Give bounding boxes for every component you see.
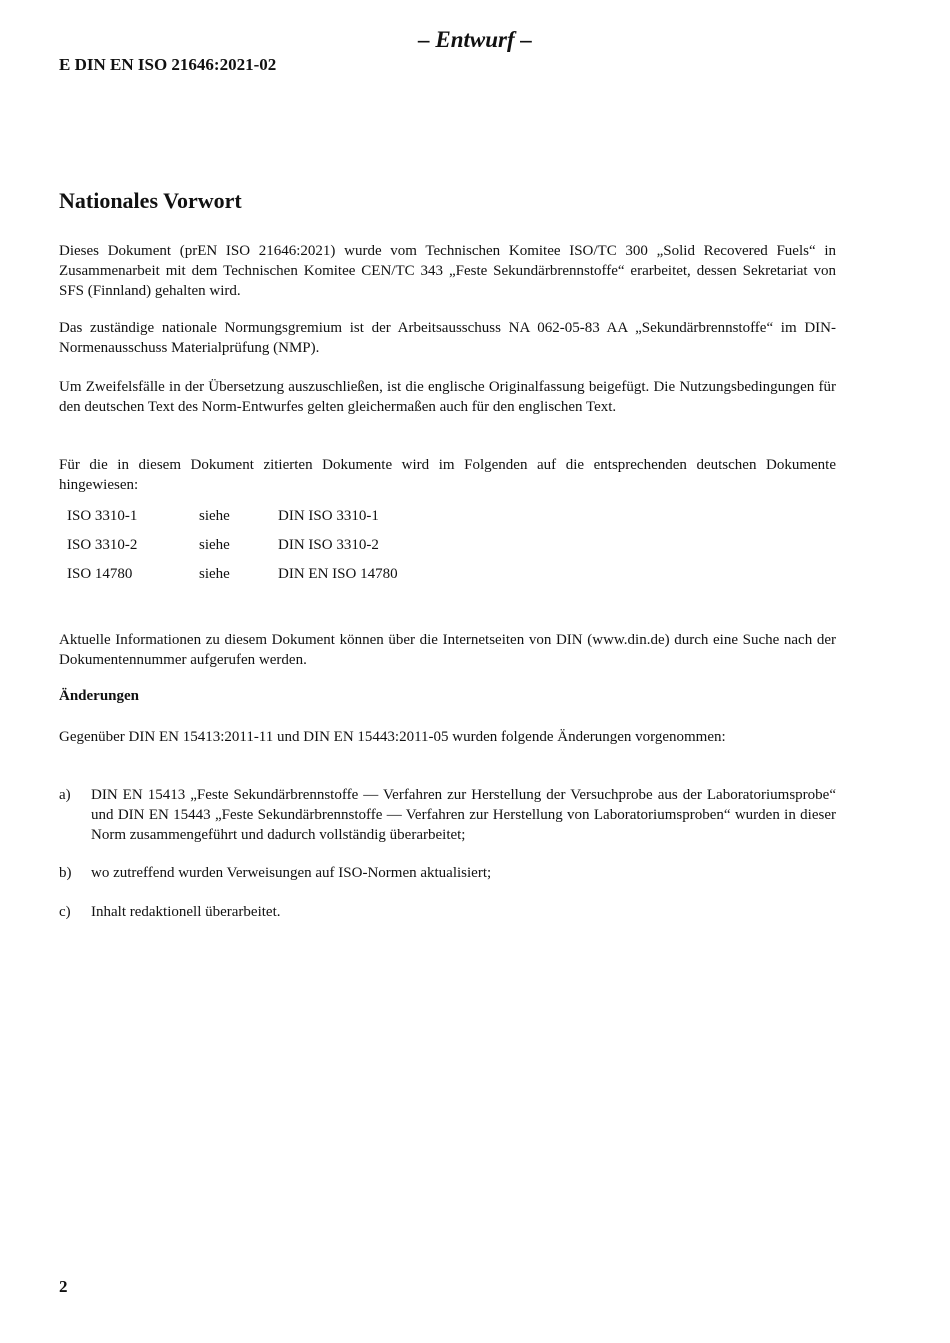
table-row [67, 537, 398, 566]
reference-relation: siehe [199, 537, 230, 553]
draft-banner: – Entwurf – [418, 27, 532, 52]
paragraph-translation: Um Zweifelsfälle in der Übersetzung auszuschließen, ist die englische Originalfassung beigefügt. Die Nutzungsbedingungen für den deutschen Text des Norm-Entwurfes gelten gleichermaßen auch für den englischen Text. [59, 379, 836, 415]
list-marker: b) [59, 865, 72, 881]
paragraph-committee: Das zuständige nationale Normungsgremium ist der Arbeitsausschuss NA 062-05-83 AA „Sekundärbrennstoffe“ im DIN-Normenausschuss Materialprüfung (NMP). [59, 320, 836, 356]
table-row [67, 508, 398, 537]
paragraph-origin: Dieses Dokument (prEN ISO 21646:2021) wurde vom Technischen Komitee ISO/TC 300 „Solid Recovered Fuels“ in Zusammenarbeit mit dem Technischen Komitee CEN/TC 343 „Feste Sekundärbrennstoffe“ erarbeitet, dessen Sekretariat von SFS (Finnland) gehalten wird. [59, 243, 836, 299]
reference-din: DIN ISO 3310-2 [278, 537, 379, 553]
section-title: Nationales Vorwort [59, 188, 242, 213]
reference-iso: ISO 14780 [67, 566, 133, 582]
table-row [67, 566, 398, 595]
list-marker: c) [59, 904, 71, 920]
paragraph-references-intro: Für die in diesem Dokument zitierten Dokumente wird im Folgenden auf die entsprechenden deutschen Dokumente hingewiesen: [59, 457, 836, 493]
changes-intro: Gegenüber DIN EN 15413:2011-11 und DIN EN 15443:2011-05 wurden folgende Änderungen vorgenommen: [59, 729, 726, 745]
reference-iso: ISO 3310-1 [67, 508, 138, 524]
reference-din: DIN ISO 3310-1 [278, 508, 379, 524]
reference-relation: siehe [199, 508, 230, 524]
reference-iso: ISO 3310-2 [67, 537, 138, 553]
reference-relation: siehe [199, 566, 230, 582]
list-item [59, 785, 836, 845]
paragraph-info: Aktuelle Informationen zu diesem Dokument können über die Internetseiten von DIN (www.din.de) durch eine Suche nach der Dokumentennummer aufgerufen werden. [59, 632, 836, 668]
page-number: 2 [59, 1277, 68, 1296]
list-item-text: DIN EN 15413 „Feste Sekundärbrennstoffe — Verfahren zur Herstellung der Versuchprobe aus der Laboratoriumsprobe“ und DIN EN 15443 „Feste Sekundärbrennstoffe — Verfahren zur Herstellung von Laboratoriumsproben“ wurden in dieser Norm zusammengeführt und dadurch vollständig überarbeitet; [91, 787, 836, 843]
list-item-text: Inhalt redaktionell überarbeitet. [91, 904, 281, 920]
document-id: E DIN EN ISO 21646:2021-02 [59, 55, 277, 74]
list-item-text: wo zutreffend wurden Verweisungen auf ISO-Normen aktualisiert; [91, 865, 492, 881]
list-item [59, 863, 836, 883]
reference-din: DIN EN ISO 14780 [278, 566, 398, 582]
changes-heading: Änderungen [59, 688, 140, 704]
reference-table [67, 508, 398, 595]
list-item [59, 902, 836, 922]
list-marker: a) [59, 787, 71, 803]
